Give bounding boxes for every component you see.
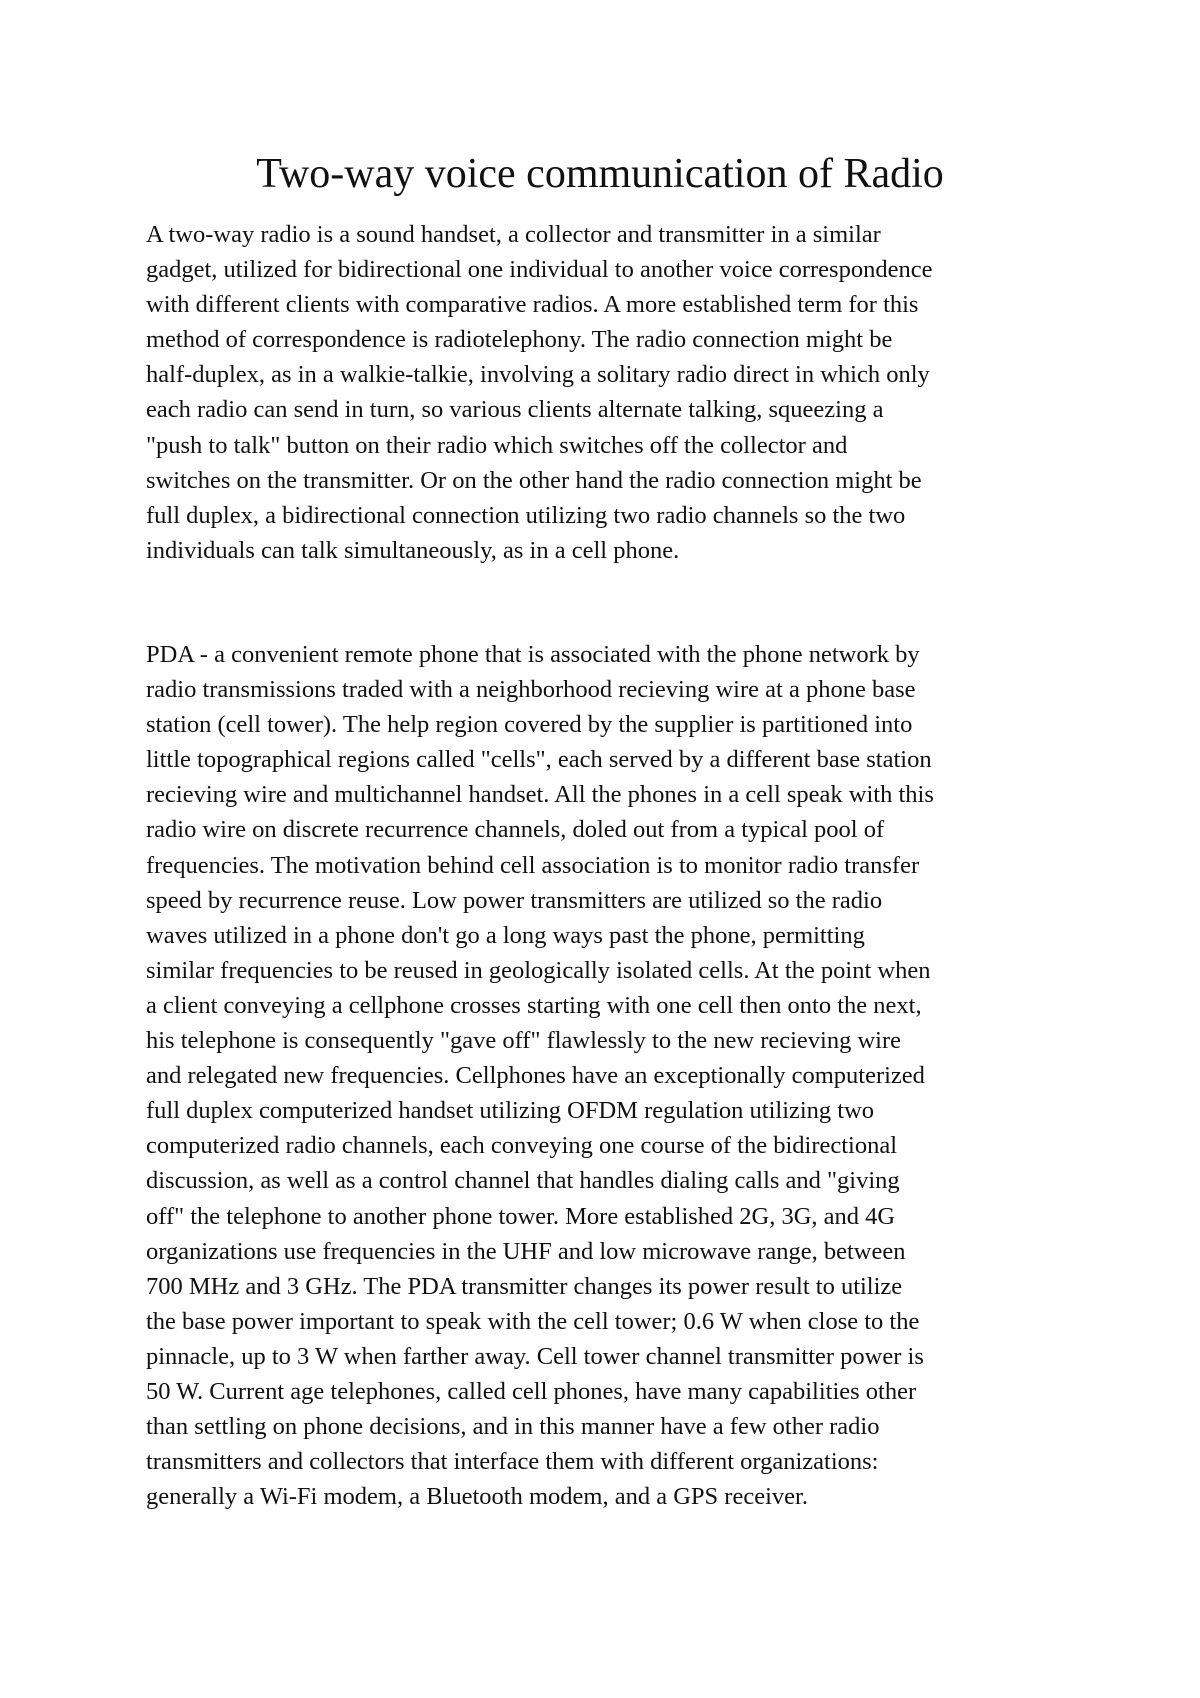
paragraph-line: a client conveying a cellphone crosses starting with one cell then onto the next, <box>146 991 922 1019</box>
paragraph-line: organizations use frequencies in the UHF and low microwave range, between <box>146 1237 906 1265</box>
paragraph-line: PDA - a convenient remote phone that is associated with the phone network by <box>146 641 920 668</box>
paragraph-line: generally a Wi-Fi modem, a Bluetooth modem, and a GPS receiver. <box>146 1483 808 1511</box>
paragraph-line: little topographical regions called "cells", each served by a different base station <box>146 746 932 774</box>
paragraph-line: half-duplex, as in a walkie-talkie, involving a solitary radio direct in which only <box>146 361 930 389</box>
paragraph-pda <box>146 637 934 1514</box>
paragraph-two-way-radio <box>146 217 932 568</box>
document-title: Two-way voice communication of Radio <box>256 151 944 197</box>
paragraph-line: frequencies. The motivation behind cell association is to monitor radio transfer <box>146 851 920 879</box>
paragraph-line: individuals can talk simultaneously, as in a cell phone. <box>146 536 680 564</box>
paragraph-line: each radio can send in turn, so various clients alternate talking, squeezing a <box>146 396 884 424</box>
paragraph-line: station (cell tower). The help region covered by the supplier is partitioned into <box>146 711 913 739</box>
paragraph-line: computerized radio channels, each conveying one course of the bidirectional <box>146 1132 898 1160</box>
paragraph-line: similar frequencies to be reused in geologically isolated cells. At the point when <box>146 956 931 984</box>
paragraph-line: than settling on phone decisions, and in this manner have a few other radio <box>146 1413 880 1441</box>
paragraph-line: off" the telephone to another phone tower. More established 2G, 3G, and 4G <box>146 1202 896 1230</box>
paragraph-line: with different clients with comparative radios. A more established term for this <box>146 291 919 319</box>
paragraph-line: full duplex, a bidirectional connection utilizing two radio channels so the two <box>146 501 906 529</box>
paragraph-line: his telephone is consequently "gave off" flawlessly to the new recieving wire <box>146 1027 902 1055</box>
paragraph-line: method of correspondence is radiotelephony. The radio connection might be <box>146 326 893 354</box>
paragraph-line: full duplex computerized handset utilizing OFDM regulation utilizing two <box>146 1097 875 1125</box>
paragraph-line: switches on the transmitter. Or on the other hand the radio connection might be <box>146 466 922 494</box>
paragraph-line: speed by recurrence reuse. Low power transmitters are utilized so the radio <box>146 886 883 914</box>
paragraph-line: recieving wire and multichannel handset. All the phones in a cell speak with this <box>146 781 934 809</box>
paragraph-line: transmitters and collectors that interface them with different organizations: <box>146 1448 879 1476</box>
paragraph-line: "push to talk" button on their radio which switches off the collector and <box>146 431 848 459</box>
paragraph-line: pinnacle, up to 3 W when farther away. Cell tower channel transmitter power is <box>146 1342 924 1370</box>
paragraph-line: radio transmissions traded with a neighborhood recieving wire at a phone base <box>146 676 916 704</box>
paragraph-line: the base power important to speak with the cell tower; 0.6 W when close to the <box>146 1307 920 1335</box>
paragraph-line: 700 MHz and 3 GHz. The PDA transmitter changes its power result to utilize <box>146 1272 903 1300</box>
paragraph-line: discussion, as well as a control channel that handles dialing calls and "giving <box>146 1167 900 1195</box>
paragraph-line: and relegated new frequencies. Cellphones have an exceptionally computerized <box>146 1062 925 1090</box>
paragraph-line: radio wire on discrete recurrence channels, doled out from a typical pool of <box>146 816 885 844</box>
paragraph-line: A two-way radio is a sound handset, a collector and transmitter in a similar <box>146 221 881 248</box>
paragraph-line: 50 W. Current age telephones, called cell phones, have many capabilities other <box>146 1377 917 1405</box>
paragraph-line: waves utilized in a phone don't go a long ways past the phone, permitting <box>146 921 865 949</box>
paragraph-line: gadget, utilized for bidirectional one individual to another voice correspondence <box>146 256 933 284</box>
